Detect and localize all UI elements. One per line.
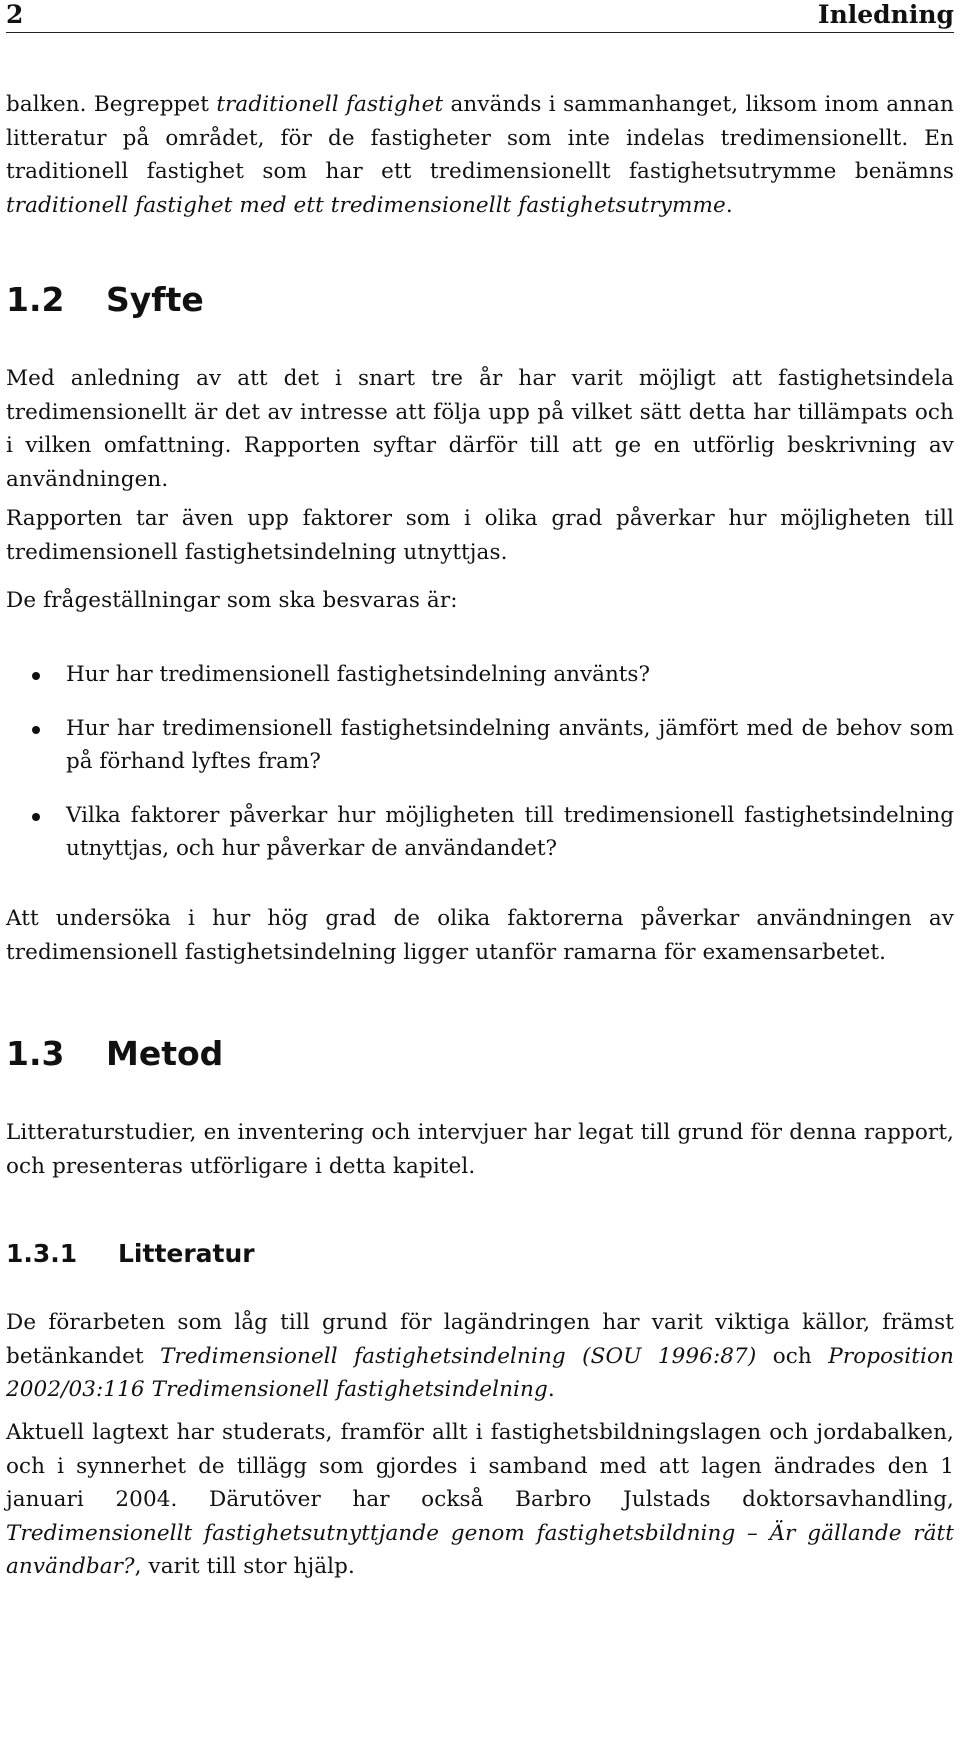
litteratur-text-2: och — [756, 1343, 829, 1369]
intro-text-3: . — [725, 192, 733, 218]
syfte-paragraph-2-block — [6, 502, 954, 569]
section-heading-syfte — [6, 280, 954, 320]
section-metod-heading-block — [6, 1034, 954, 1074]
litteratur-paragraph-1 — [6, 1306, 954, 1407]
list-item-text: Hur har tredimensionell fastighetsindelning använts, jämfört med de behov som på förhand lyftes fram? — [66, 715, 954, 774]
syfte-paragraph-1: Med anledning av att det i snart tre år har varit möjligt att fastighetsindela tredimensionellt är det av intresse att följa upp på vilket sätt detta har tillämpats och i vilken omfattning. Rapporten syftar därför till att ge en utförlig beskrivning av användningen. — [6, 366, 954, 492]
question-list-block — [6, 658, 954, 866]
litteratur-paragraph-2-block — [6, 1416, 954, 1584]
citation-dissertation: Tredimensionellt fastighetsutnyttjande genom fastighetsbildning – Är gällande rätt användbar? — [6, 1520, 954, 1579]
syfte-paragraph-4: Att undersöka i hur hög grad de olika faktorerna påverkar användningen av tredimensionell fastighetsindelning ligger utanför ramarna för examensarbetet. — [6, 906, 954, 965]
intro-paragraph-block — [6, 88, 954, 222]
syfte-paragraph-4-block — [6, 902, 954, 969]
subsection-number: 1.3.1 — [6, 1239, 78, 1268]
section-number: 1.3 — [6, 1034, 65, 1073]
litteratur-text-3: . — [547, 1377, 555, 1402]
syfte-paragraph-2: Rapporten tar även upp faktorer som i olika grad påverkar hur möjligheten till tredimensionell fastighetsindelning utnyttjas. — [6, 506, 954, 565]
litteratur-paragraph-1-block — [6, 1306, 954, 1407]
litteratur-text-4: Aktuell lagtext har studerats, framför allt i fastighetsbildningslagen och jordabalken, och i synnerhet de tillägg som gjordes i samband med att lagen ändrades den 1 januari 2004. Därutöver har också Barbro Julstads doktorsavhandling, — [6, 1420, 954, 1512]
running-header — [6, 0, 954, 28]
litteratur-text-5: , varit till stor hjälp. — [134, 1554, 355, 1579]
question-list — [6, 658, 954, 866]
citation-sou: Tredimensionell fastighetsindelning (SOU 1996:87) — [160, 1343, 757, 1369]
section-title: Syfte — [106, 280, 204, 319]
section-heading-metod — [6, 1034, 954, 1074]
intro-emphasis-2: traditionell fastighet med ett tredimensionellt fastighetsutrymme — [6, 192, 726, 218]
subsection-heading-litteratur — [6, 1238, 954, 1270]
section-syfte-heading-block — [6, 280, 954, 320]
bullet-icon — [32, 672, 40, 680]
page-number: 2 — [6, 0, 24, 29]
list-item-text: Vilka faktorer påverkar hur möjligheten till tredimensionell fastighetsindelning utnyttjas, och hur påverkar de användandet? — [66, 802, 954, 861]
intro-emphasis-1: traditionell fastighet — [216, 92, 444, 117]
litteratur-text-1: De förarbeten som låg till grund för lagändringen har varit viktiga källor, främst betänkandet — [6, 1310, 954, 1369]
list-item-text: Hur har tredimensionell fastighetsindelning använts? — [66, 662, 650, 687]
document-page — [6, 0, 954, 1579]
bullet-icon — [32, 813, 40, 821]
syfte-paragraph-3-block — [6, 584, 954, 618]
list-item — [6, 712, 954, 779]
metod-paragraph-block — [6, 1116, 954, 1183]
citation-proposition: Proposition 2002/03:116 Tredimensionell fastighetsindelning — [6, 1343, 954, 1402]
intro-text-1: balken. Begreppet — [6, 92, 217, 117]
subsection-title: Litteratur — [118, 1239, 255, 1268]
syfte-paragraph-3: De frågeställningar som ska besvaras är: — [6, 588, 458, 613]
intro-paragraph — [6, 88, 954, 222]
metod-paragraph-1: Litteraturstudier, en inventering och intervjuer har legat till grund för denna rapport, och presenteras utförligare i detta kapitel. — [6, 1120, 954, 1179]
list-item — [6, 799, 954, 866]
bullet-icon — [32, 726, 40, 734]
chapter-title: Inledning — [817, 0, 954, 29]
subsection-litteratur-heading-block — [6, 1238, 954, 1270]
list-item — [6, 658, 954, 692]
intro-text-2: används i sammanhanget, liksom inom annan litteratur på området, för de fastigheter som inte indelas tredimensionellt. En traditionell fastighet som har ett tredimensionellt fastighetsutrymme benämns — [6, 92, 954, 184]
section-title: Metod — [106, 1034, 224, 1073]
section-number: 1.2 — [6, 280, 65, 319]
header-rule — [6, 32, 954, 33]
syfte-paragraph-1-block — [6, 362, 954, 496]
litteratur-paragraph-2 — [6, 1416, 954, 1584]
